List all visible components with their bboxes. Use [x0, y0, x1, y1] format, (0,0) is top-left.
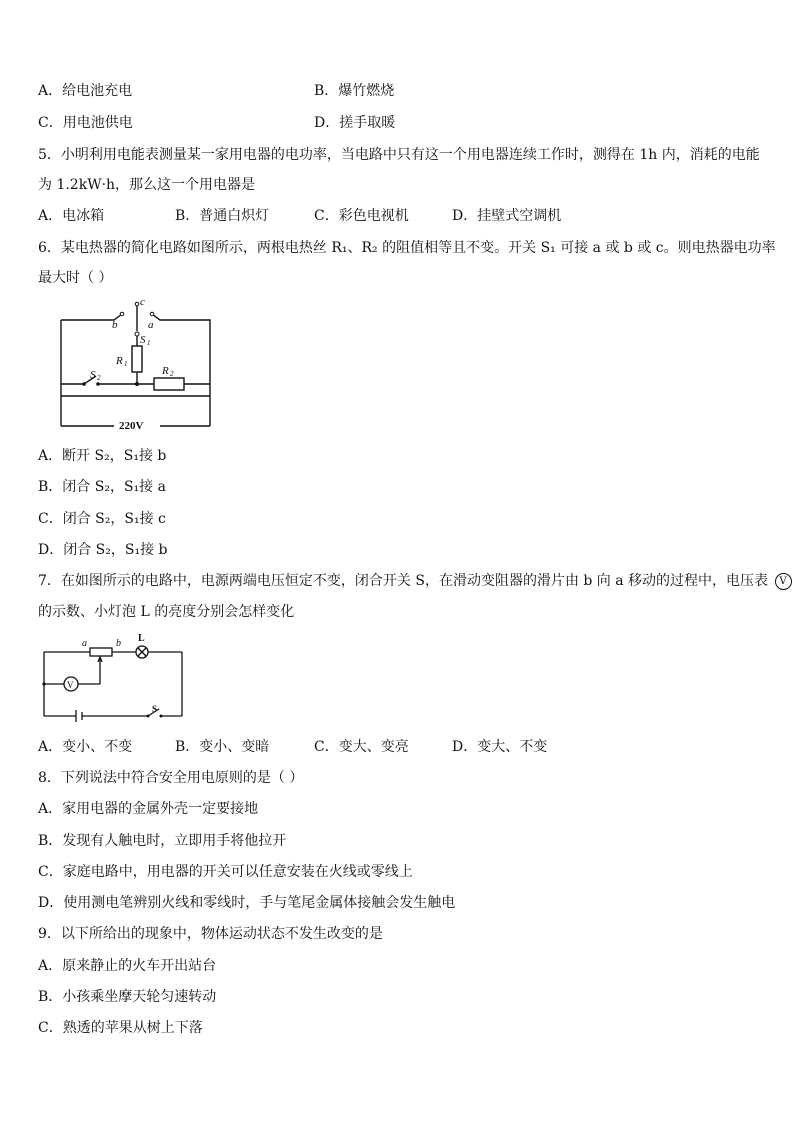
q6-label-r1: R	[116, 355, 123, 367]
q5-option-c: C．彩色电视机	[314, 208, 409, 224]
q6-stem-line1: 6．某电热器的简化电路如图所示，两根电热丝 R₁、R₂ 的阻值相等且不变。开关 S₁ 可接 a 或 b 或 c。则电热器电功率	[38, 240, 776, 256]
q9-option-c: C．熟透的苹果从树上下落	[38, 1020, 203, 1036]
q8-stem: 8．下列说法中符合安全用电原则的是（ ）	[38, 770, 304, 786]
q7-label-s: S	[152, 704, 158, 714]
q5-option-b: B．普通白炽灯	[175, 208, 270, 224]
q7-circuit-diagram	[38, 632, 188, 722]
q7-label-v: V	[67, 680, 74, 690]
q4-option-c: C．用电池供电	[38, 115, 133, 131]
q7-option-a: A．变小、不变	[38, 739, 133, 755]
q8-option-d: D．使用测电笔辨别火线和零线时，手与笔尾金属体接触会发生触电	[38, 895, 456, 911]
q7-label-a: a	[82, 638, 87, 649]
q7-stem-text: 7．在如图所示的电路中，电源两端电压恒定不变，闭合开关 S，在滑动变阻器的滑片由 b 向 a 移动的过程中，电压表	[38, 573, 769, 589]
q6-label-b: b	[112, 319, 118, 331]
q7-stem-line1	[38, 572, 792, 590]
q4-option-a: A．给电池充电	[38, 83, 133, 99]
voltmeter-symbol-icon: V	[775, 573, 792, 590]
q6-option-c: C．闭合 S₂，S₁接 c	[38, 511, 166, 527]
q6-option-d: D．闭合 S₂，S₁接 b	[38, 542, 168, 558]
q6-option-b: B．闭合 S₂，S₁接 a	[38, 479, 166, 495]
q6-label-s1: S	[140, 334, 146, 346]
q6-label-voltage: 220V	[119, 420, 144, 430]
q6-label-s2-sub: 2	[97, 374, 101, 382]
q7-option-d: D．变大、不变	[452, 739, 548, 755]
q5-stem-line1: 5．小明利用电能表测量某一家用电器的电功率，当电路中只有这一个用电器连续工作时，测得在 1h 内，消耗的电能	[38, 147, 760, 163]
q8-option-a: A．家用电器的金属外壳一定要接地	[38, 801, 259, 817]
q6-option-a: A．断开 S₂，S₁接 b	[38, 448, 167, 464]
q6-label-a: a	[148, 319, 154, 331]
q6-stem-line2: 最大时（ ）	[38, 270, 113, 286]
q6-label-c: c	[140, 298, 145, 308]
q5-stem-line2: 为 1.2kW·h，那么这一个用电器是	[38, 177, 256, 193]
q9-option-b: B．小孩乘坐摩天轮匀速转动	[38, 989, 217, 1005]
q7-option-c: C．变大、变亮	[314, 739, 409, 755]
q5-option-a: A．电冰箱	[38, 208, 105, 224]
q9-stem: 9．以下所给出的现象中，物体运动状态不发生改变的是	[38, 926, 383, 942]
q6-circuit-diagram	[56, 298, 216, 430]
q6-label-r2: R	[162, 365, 169, 377]
q6-label-r1-sub: 1	[124, 360, 128, 368]
q6-label-r2-sub: 2	[170, 370, 174, 378]
q7-label-b: b	[116, 638, 121, 649]
q7-stem-line2: 的示数、小灯泡 L 的亮度分别会怎样变化	[38, 604, 295, 620]
q6-label-s1-sub: 1	[147, 339, 151, 347]
q7-option-b: B．变小、变暗	[175, 739, 270, 755]
q5-option-d: D．挂壁式空调机	[452, 208, 562, 224]
q8-option-c: C．家庭电路中，用电器的开关可以任意安装在火线或零线上	[38, 864, 413, 880]
q7-label-l: L	[138, 633, 145, 644]
q4-option-b: B．爆竹燃烧	[314, 83, 395, 99]
q6-label-s2: S	[90, 369, 96, 381]
q8-option-b: B．发现有人触电时，立即用手将他拉开	[38, 833, 287, 849]
q4-option-d: D．搓手取暖	[314, 115, 396, 131]
q9-option-a: A．原来静止的火车开出站台	[38, 958, 217, 974]
